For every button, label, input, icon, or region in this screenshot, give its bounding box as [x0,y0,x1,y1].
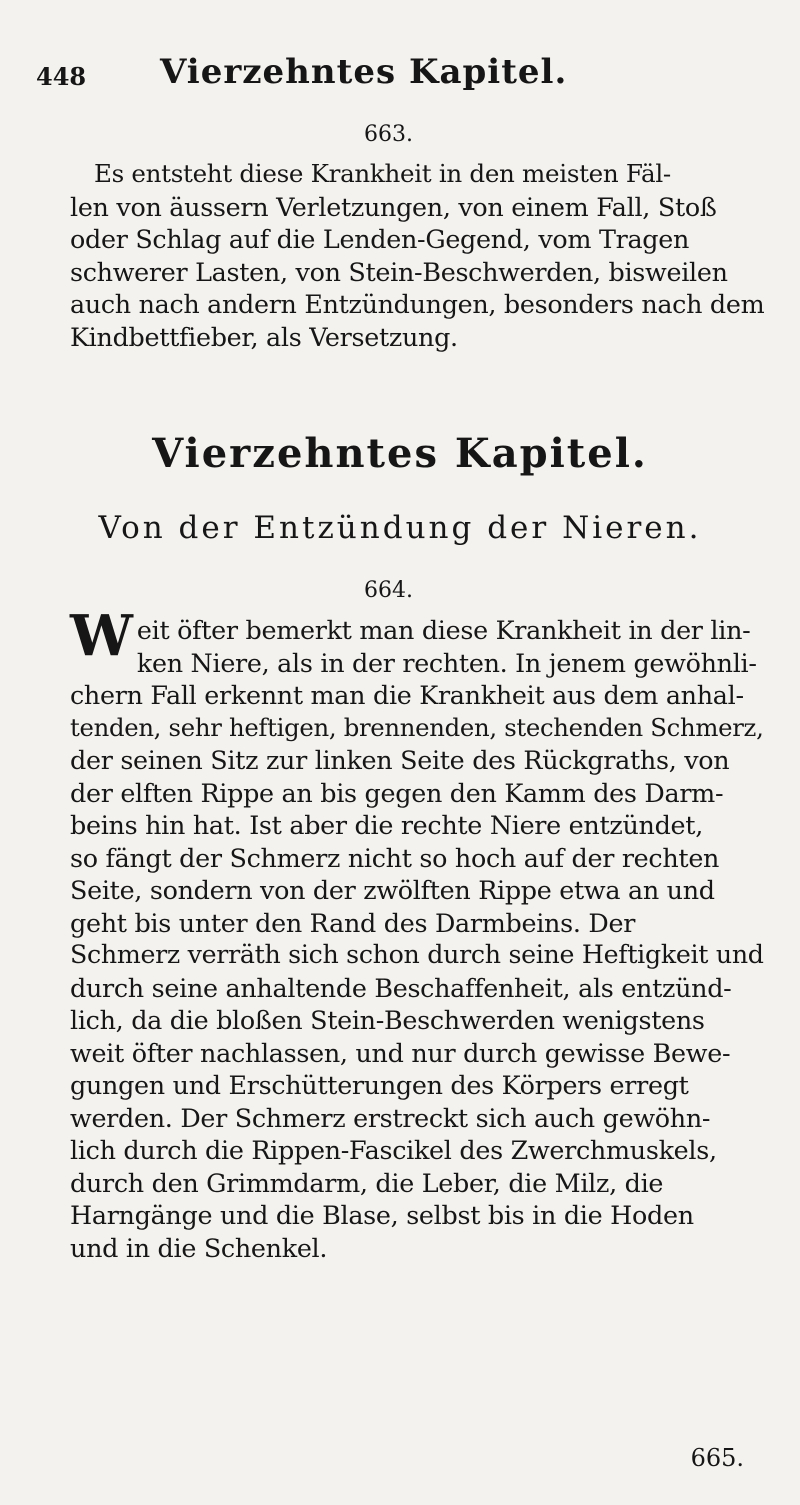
text-line: Es entsteht diese Krankheit in den meisten Fäl- [94,159,671,188]
text-line: Schmerz verräth sich schon durch seine Heftigkeit und [70,940,764,969]
drop-cap: W [70,603,133,669]
text-line: geht bis unter den Rand des Darmbeins. Der [70,907,636,938]
text-line: der elften Rippe an bis gegen den Kamm des Darm- [70,777,724,808]
text-line: der seinen Sitz zur linken Seite des Rückgraths, von [70,745,730,775]
text-line: durch seine anhaltende Beschaffenheit, als entzünd- [70,972,732,1003]
text-line: Harngänge und die Blase, selbst bis in die Hoden [70,1200,694,1230]
text-line: lich, da die bloßen Stein-Beschwerden wenigstens [70,1005,705,1035]
text-line: len von äussern Verletzungen, von einem Fall, Stoß [70,191,717,222]
text-line: tenden, sehr heftigen, brennenden, stechenden Schmerz, [70,712,764,742]
page-number: 448 [36,62,87,91]
chapter-heading: Vierzehntes Kapitel. [152,430,648,477]
running-head: Vierzehntes Kapitel. [160,52,568,92]
text-line: weit öfter nachlassen, und nur durch gewisse Bewe- [70,1037,731,1068]
section-number-663: 663. [364,122,413,147]
text-line: Kindbettfieber, als Versetzung. [70,321,458,352]
text-line: schwerer Lasten, von Stein-Beschwerden, bisweilen [70,256,728,287]
paragraph-663 [70,158,782,353]
text-line: Seite, sondern von der zwölften Rippe etwa an und [70,875,715,905]
text-line: auch nach andern Entzündungen, besonders nach dem [70,289,765,319]
text-line: lich durch die Rippen-Fascikel des Zwerchmuskels, [70,1135,717,1165]
catchword: 665. [690,1444,744,1472]
paragraph-664 [70,603,782,1264]
text-line: so fängt der Schmerz nicht so hoch auf der rechten [70,842,720,873]
text-line: werden. Der Schmerz erstreckt sich auch gewöhn- [70,1102,711,1133]
chapter-subtitle: Von der Entzündung der Nieren. [98,510,702,546]
text-line: durch den Grimmdarm, die Leber, die Milz, die [70,1167,664,1198]
text-line: oder Schlag auf die Lenden-Gegend, vom Tragen [70,224,690,254]
text-line: gungen und Erschütterungen des Körpers erregt [70,1070,689,1100]
text-line: eit öfter bemerkt man diese Krankheit in der lin- [136,615,751,645]
text-line: beins hin hat. Ist aber die rechte Niere entzündet, [70,810,703,840]
section-number-664: 664. [364,578,413,603]
text-line: chern Fall erkennt man die Krankheit aus dem anhal- [70,680,744,710]
text-line: ken Niere, als in der rechten. In jenem gewöhnli- [136,647,757,678]
text-line: und in die Schenkel. [70,1232,328,1263]
